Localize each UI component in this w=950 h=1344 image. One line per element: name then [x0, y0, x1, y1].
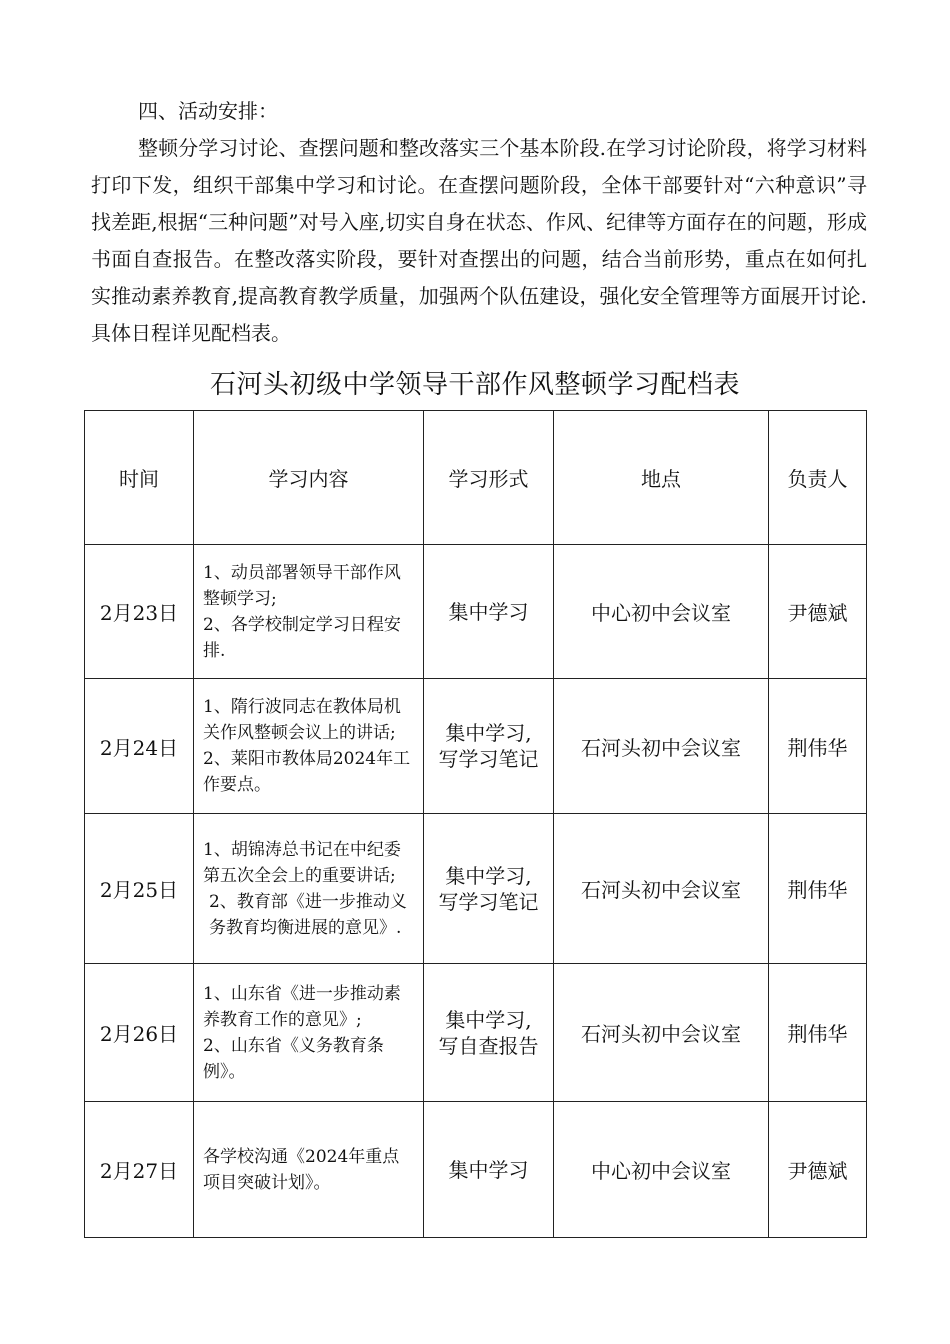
header-owner: 负责人: [769, 411, 867, 545]
cell-time: 2月24日: [85, 679, 194, 814]
form-line: 集中学习,: [445, 1007, 532, 1032]
form-line: 集中学习,: [445, 721, 532, 745]
section-heading: 四、活动安排：: [138, 99, 278, 123]
paragraph-text: 整顿分学习讨论、查摆问题和整改落实三个基本阶段.在学习讨论阶段，将学习材料打印下发，组织干部集中学习和讨论。在查摆问题阶段，全体干部要针对“六种意识”寻找差距,根据“三种问题”对号入座,切实自身在状态、作风、纪律等方面存在的问题，形成书面自查报告。在整改落实阶段，要针对查摆出的问题，结合当前形势，重点在如何扎实推动素养教育,提高教育教学质量，加强两个队伍建设，强化安全管理等方面展开讨论.具体日程详见配档表。: [91, 136, 867, 345]
cell-time: 2月25日: [85, 814, 194, 964]
content-line: 2、各学校制定学习日程安排.: [203, 614, 401, 661]
content-line: 2、莱阳市教体局2024年工作要点。: [203, 749, 411, 795]
cell-form: [424, 1102, 554, 1238]
table-row: [85, 964, 867, 1102]
cell-owner: 荆伟华: [769, 814, 867, 964]
cell-location: 石河头初中会议室: [554, 964, 769, 1102]
header-content: 学习内容: [194, 411, 424, 545]
cell-form: [424, 545, 554, 679]
cell-location: 中心初中会议室: [554, 1102, 769, 1238]
content-line: 1、胡锦涛总书记在中纪委第五次全会上的重要讲话;: [203, 839, 401, 886]
activity-paragraph: [91, 130, 867, 352]
cell-time: 2月27日: [85, 1102, 194, 1238]
cell-time: 2月26日: [85, 964, 194, 1102]
table-title: 石河头初级中学领导干部作风整顿学习配档表: [209, 370, 740, 400]
cell-form: [424, 679, 554, 814]
table-header-row: [85, 411, 867, 545]
cell-time: 2月23日: [85, 545, 194, 679]
cell-content: [194, 814, 424, 964]
cell-owner: 尹德斌: [769, 545, 867, 679]
form-line: 写自查报告: [438, 1033, 539, 1058]
cell-form: [424, 964, 554, 1102]
table-row: [85, 1102, 867, 1238]
cell-location: 石河头初中会议室: [554, 679, 769, 814]
table-row: [85, 545, 867, 679]
cell-content: [194, 679, 424, 814]
form-line: 写学习笔记: [438, 889, 539, 914]
table-row: [85, 814, 867, 964]
cell-location: 石河头初中会议室: [554, 814, 769, 964]
header-form: 学习形式: [424, 411, 554, 545]
form-line: 集中学习,: [445, 863, 532, 888]
cell-form: [424, 814, 554, 964]
cell-content: [194, 545, 424, 679]
table-row: [85, 679, 867, 814]
schedule-table: [84, 410, 867, 1238]
cell-content: [194, 1102, 424, 1238]
content-line: 1、动员部署领导干部作风整顿学习;: [203, 562, 401, 609]
header-location: 地点: [554, 411, 769, 545]
form-line: 集中学习: [448, 1157, 529, 1182]
cell-owner: 荆伟华: [769, 964, 867, 1102]
content-line: 1、山东省《进一步推动素养教育工作的意见》;: [203, 983, 401, 1030]
content-line: 2、山东省《义务教育条例》。: [203, 1035, 384, 1082]
form-line: 写学习笔记: [438, 747, 539, 771]
header-time: 时间: [85, 411, 194, 545]
content-line: 1、隋行波同志在教体局机关作风整顿会议上的讲话;: [203, 697, 401, 743]
content-line: 2、教育部《进一步推动义务教育均衡进展的意见》.: [209, 891, 407, 938]
content-line: 各学校沟通《2024年重点项目突破计划》。: [203, 1146, 400, 1193]
cell-location: 中心初中会议室: [554, 545, 769, 679]
cell-content: [194, 964, 424, 1102]
cell-owner: 尹德斌: [769, 1102, 867, 1238]
cell-owner: 荆伟华: [769, 679, 867, 814]
form-line: 集中学习: [448, 599, 529, 624]
